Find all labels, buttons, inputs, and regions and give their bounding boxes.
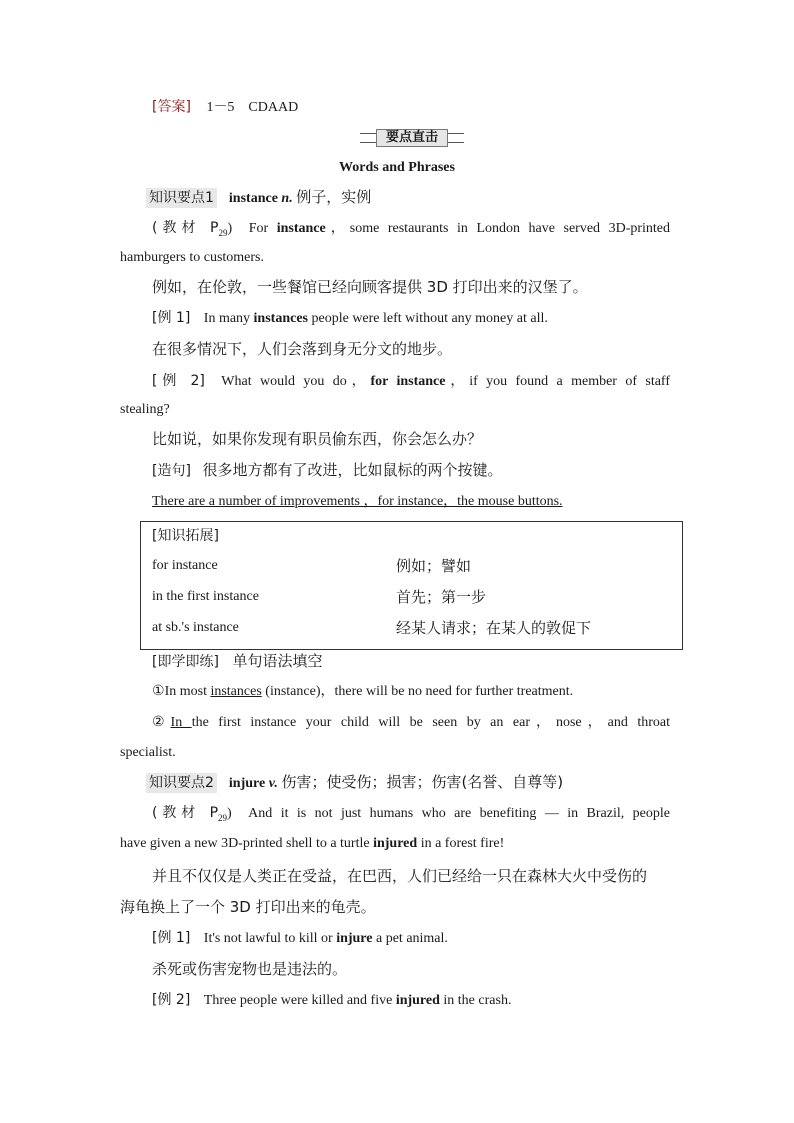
kp1-make-sentence: [造句] 很多地方都有了改进，比如鼠标的两个按键。 xyxy=(152,461,503,479)
kp1-example2: [例 2] What would you do，for instance，if you found a member of staff xyxy=(152,373,671,389)
kp1-example1-zh: 在很多情况下，人们会落到身无分文的地步。 xyxy=(152,340,453,358)
section-badge xyxy=(360,128,464,148)
kp1-pos: n. xyxy=(281,191,293,206)
kp2-source-line2: have given a new 3D-printed shell to a turtle injured in a forest fire! xyxy=(120,836,505,851)
practice-q1: ①In most instances (instance)，there will be no need for further treatment. xyxy=(152,684,574,699)
answer-line xyxy=(152,97,298,118)
practice-heading: [即学即练] 单句语法填空 xyxy=(152,652,323,670)
expand-row-zh: 例如；譬如 xyxy=(396,557,472,575)
kp1-example2-zh: 比如说，如果你发现有职员偷东西，你会怎么办？ xyxy=(152,430,483,448)
practice-q1-answer: instances xyxy=(210,684,262,699)
kp1-source-line2: hamburgers to customers. xyxy=(120,250,264,265)
answer-tag: [答案] xyxy=(152,99,191,115)
kp2-source-line1: (教材 $P_{29}$) And it is not just humans who are benefiting — in Brazil, people xyxy=(152,805,670,823)
kp2-tag: 知识要点2 xyxy=(146,773,217,793)
expand-title: [知识拓展] xyxy=(152,528,219,544)
kp1-translation: 例如，在伦敦，一些餐馆已经向顾客提供 3D 打印出来的汉堡了。 xyxy=(152,278,588,296)
answer-text: 1－5 CDAAD xyxy=(206,100,299,115)
kp2-example1-zh: 杀死或伤害宠物也是违法的。 xyxy=(152,960,348,978)
expand-row-en: for instance xyxy=(152,558,218,573)
practice-q2-answer: In xyxy=(170,715,192,730)
kp1-example2-line2: stealing? xyxy=(120,402,170,417)
kp1-tag: 知识要点1 xyxy=(146,188,217,208)
kp1-make-answer: There are a number of improvements ，for instance，the mouse buttons. xyxy=(152,494,563,509)
kp1-source-line1: (教材 $P_{29}$) For instance，some restaurants in London have served 3D-printed xyxy=(152,220,671,238)
kp2-heading xyxy=(146,772,563,794)
kp1-meaning: 例子，实例 xyxy=(296,188,372,206)
section-title: Words and Phrases xyxy=(339,160,455,175)
kp2-pos: v. xyxy=(268,776,278,791)
kp2-translation-line2: 海龟换上了一个 3D 打印出来的龟壳。 xyxy=(120,898,376,916)
kp2-translation-line1: 并且不仅仅是人类正在受益，在巴西，人们已经给一只在森林大火中受伤的 xyxy=(152,867,648,885)
expand-row-zh: 首先；第一步 xyxy=(396,588,487,606)
kp1-example1: [例 1] In many instances people were left without any money at all. xyxy=(152,310,548,326)
kp2-meaning: 伤害；使受伤；损害；伤害(名誉、自尊等) xyxy=(281,773,564,791)
kp2-example1: [例 1] It's not lawful to kill or injure a pet animal. xyxy=(152,930,448,946)
badge-label: 要点直击 xyxy=(376,129,448,147)
kp2-example2: [例 2] Three people were killed and five injured in the crash. xyxy=(152,992,512,1008)
practice-q2-line2: specialist. xyxy=(120,745,176,760)
expand-row-en: in the first instance xyxy=(152,589,259,604)
kp1-word: instance xyxy=(228,191,278,206)
practice-q2: ②In the first instance your child will be seen by an ear，nose，and throat xyxy=(152,715,670,730)
kp2-word: injure xyxy=(228,776,266,791)
expand-row-zh: 经某人请求；在某人的敦促下 xyxy=(396,619,592,637)
expand-row-en: at sb.'s instance xyxy=(152,620,239,635)
kp1-heading xyxy=(146,187,371,209)
